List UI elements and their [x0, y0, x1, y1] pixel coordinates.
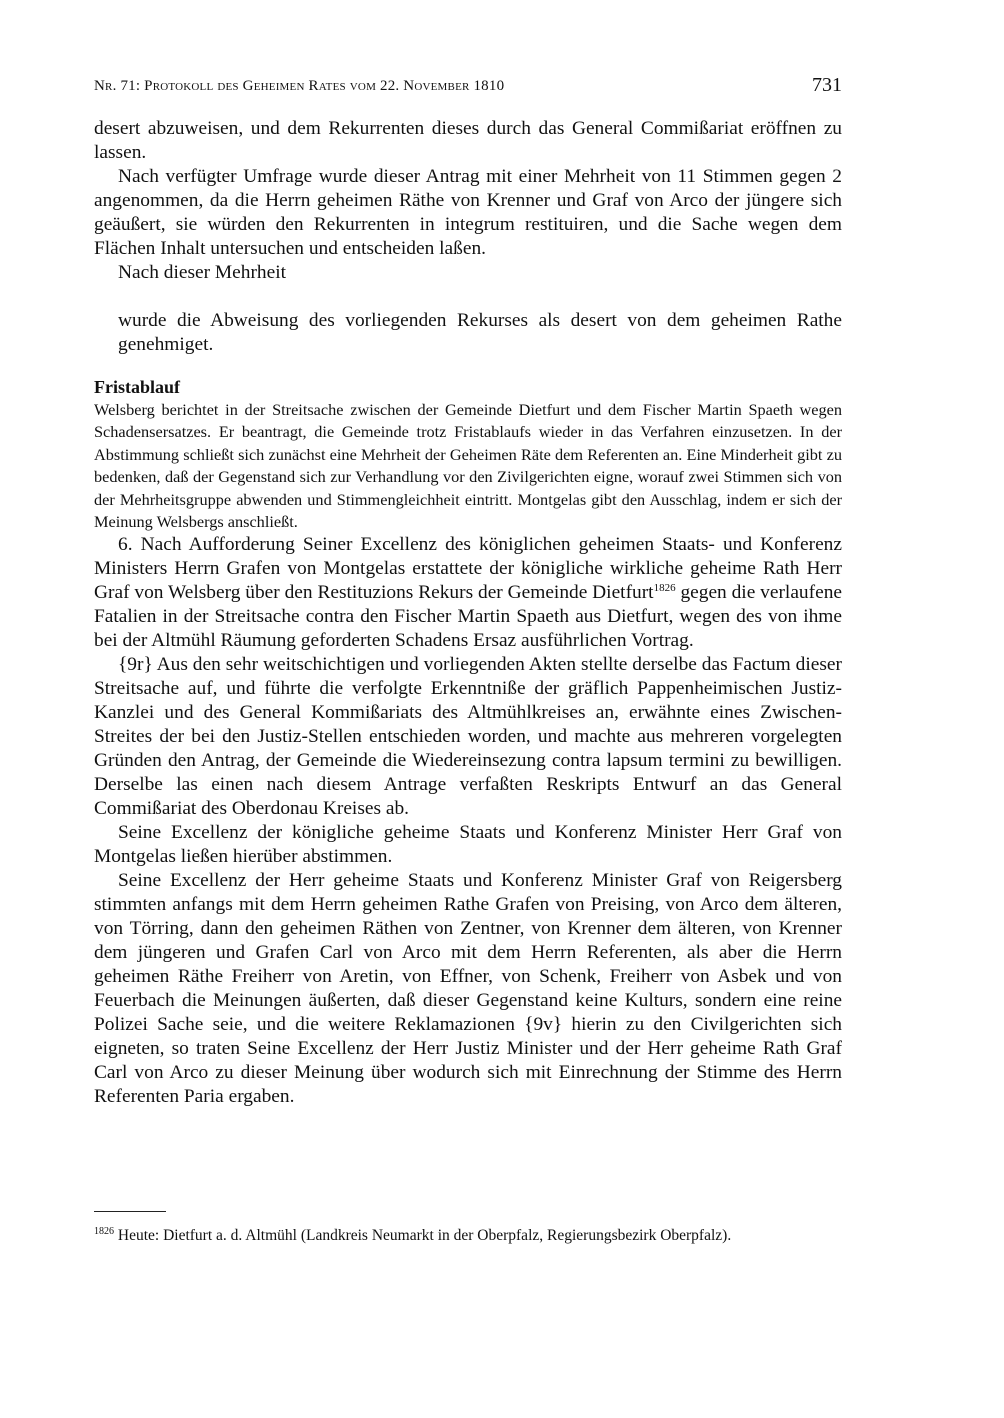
paragraph-vote-result: Seine Excellenz der Herr geheime Staats und Konferenz Minister Graf von Reigersberg stimmten anfangs mit dem Herrn geheimen Rathe Grafen von Preising, von Arco dem älteren, von Törring, dann den geheimen Räthen von Zentner, von Krenner dem älteren, von Krenner dem jüngeren und Grafen Carl von Arco mit dem Herrn Referenten, als aber die Herrn geheimen Räthe Freiherr von Aretin, von Effner, von Schenk, Freiherr von Asbek und von Feuerbach die Meinungen äußerten, daß dieser Gegenstand keine Kulturs, sondern eine reine Polizei Sache seie, und die weitere Reklamazionen {9v} hierin zu den Civilgerichten sich eigneten, so traten Seine Excellenz der Herr Justiz Minister und der Herr geheime Rath Graf Carl von Arco zu dieser Meinung über wodurch sich mit Einrechnung der Stimme des Herrn Referenten Paria ergaben.: [94, 870, 842, 1108]
paragraph-vote-call: Seine Excellenz der königliche geheime Staats und Konferenz Minister Herr Graf von Montgelas ließen hierüber abstimmen.: [94, 822, 842, 868]
spacer: [94, 285, 842, 309]
footnote: [94, 1226, 842, 1246]
running-header-title: Nr. 71: Protokoll des Geheimen Rates vom 22. November 1810: [94, 78, 505, 94]
section-heading: Fristablauf: [94, 377, 181, 397]
paragraph-item-6-text-cont: gegen die verlaufene Fatalien in der Streitsache contra den Fischer Martin Spaeth aus Dietfurt, wegen des von ihme bei der Altmühl Räumung geforderten Schadens Ersaz ausführlichen Vortrag.: [94, 582, 842, 652]
footnote-text: Heute: Dietfurt a. d. Altmühl (Landkreis Neumarkt in der Oberpfalz, Regierungsbezirk Oberpfalz).: [114, 1227, 732, 1244]
running-header: [94, 74, 842, 100]
paragraph-majority-intro: Nach dieser Mehrheit: [118, 262, 286, 283]
footnote-reference[interactable]: 1826: [653, 582, 676, 595]
summary-text: Welsberg berichtet in der Streitsache zwischen der Gemeinde Dietfurt und dem Fischer Martin Spaeth wegen Schadensersatzes. Er beantragt, die Gemeinde trotz Fristablaufs wieder in das Verfahren einzusetzen. In der Abstimmung schließt sich zunächst eine Mehrheit der Geheimen Räte dem Referenten an. Eine Minderheit gibt zu bedenken, daß der Gegenstand sich zur Verhandlung vor den Zivilgerichten eigne, worauf zwei Stimmen sich von der Mehrheitsgruppe abwenden und Stimmengleichheit eintritt. Montgelas gibt den Ausschlag, indem er sich der Meinung Welsbergs anschließt.: [94, 400, 842, 532]
paragraph-continuation: desert abzuweisen, und dem Rekurrenten dieses durch das General Commißariat eröffnen zu lassen.: [94, 118, 842, 163]
page-number: 731: [812, 74, 842, 96]
paragraph-item-6: [94, 533, 842, 653]
spacer: [94, 357, 842, 375]
main-text: [94, 117, 842, 1109]
footnote-divider: [94, 1211, 166, 1212]
paragraph-item-6-text: 6. Nach Aufforderung Seiner Excellenz des königlichen geheimen Staats- und Konferenz Ministers Herrn Grafen von Montgelas erstattete der königliche wirkliche geheime Rath Herr Graf von Welsberg über den Restituzions Rekurs der Gemeinde Dietfurt: [94, 534, 842, 604]
paragraph-vote: Nach verfügter Umfrage wurde dieser Antrag mit einer Mehrheit von 11 Stimmen gegen 2 angenommen, da die Herrn geheimen Räthe von Krenner und Graf von Arco der jüngere sich geäußert, sie würden den Rekurrenten in integrum restituiren, und die Sache wegen dem Flächen Inhalt untersuchen und entscheiden laßen.: [94, 166, 842, 259]
footnote-number: 1826: [94, 1226, 114, 1237]
section-summary: [94, 399, 842, 533]
paragraph-facts: {9r} Aus den sehr weitschichtigen und vorliegenden Akten stellte derselbe das Factum dieser Streitsache auf, und führte die verfolgte Erkenntniße der gräflich Pappenheimischen Justiz-Kanzlei und des General Kommißariats des Altmühlkreises an, erwähnte eines Zwischen-Streites der bei den Justiz-Stellen entschieden worden, und machte aus mehreren vorgelegten Gründen den Antrag, der Gemeinde die Wiedereinsezung contra lapsum termini zu bewilligen. Derselbe las einen nach diesem Antrage verfaßten Reskripts Entwurf an das General Commißariat des Oberdonau Kreises ab.: [94, 654, 842, 820]
paragraph-resolution: wurde die Abweisung des vorliegenden Rekurses als desert von dem geheimen Rathe genehmiget.: [118, 310, 842, 355]
